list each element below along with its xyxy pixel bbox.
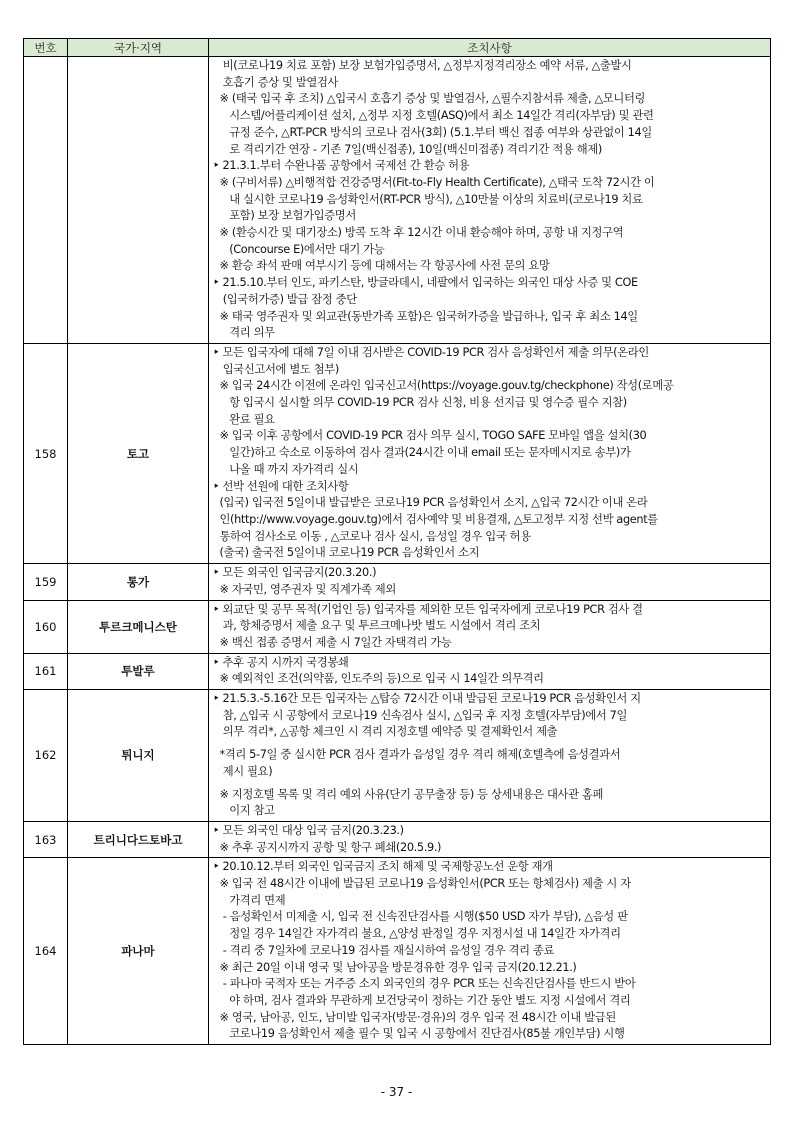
measure-line: ※ 예외적인 조건(의약품, 인도주의 등)으로 입국 시 14일간 의무격리 — [213, 672, 544, 686]
header-measures: 조치사항 — [209, 39, 771, 57]
row-measures — [209, 57, 771, 344]
measure-line: ※ 백신 접종 증명서 제출 시 7일간 자택격리 가능 — [213, 635, 452, 649]
row-measures — [209, 600, 771, 653]
row-number: 160 — [24, 600, 68, 653]
measure-line: 정일 경우 14일간 자가격리 불요, △양성 판정일 경우 지정시설 내 14일간 자가격리 — [213, 927, 621, 941]
measure-line: 규정 준수, △RT-PCR 방식의 코로나 검사(3회) (5.1.부터 백신 접종 여부와 상관없이 14일 — [213, 125, 652, 139]
measure-line: 나올 때 까지 자가격리 실시 — [213, 462, 359, 476]
measure-line: ‣ 20.10.12.부터 외국인 입국금지 조치 해제 및 국제항공노선 운항 재개 — [213, 860, 553, 874]
measure-line: 의무 격리*, △공항 체크인 시 격리 지정호텔 예약증 및 결제확인서 제출 — [213, 725, 558, 739]
measure-line: - 격리 중 7일차에 코로나19 검사를 재실시하여 음성일 경우 격리 종료 — [213, 943, 555, 957]
measure-line: ※ 최근 20일 이내 영국 및 남아공을 방문경유한 경우 입국 금지(20.12.21.) — [213, 960, 577, 974]
measure-line: ※ (태국 입국 후 조치) △입국시 호흡기 증상 및 발열검사, △필수지참서류 제출, △모니터링 — [213, 92, 646, 106]
row-measures — [209, 690, 771, 822]
row-number: 158 — [24, 343, 68, 563]
measure-line: ※ 입국 24시간 이전에 온라인 입국신고서(https://voyage.gouv.tg/checkphone) 작성(로메공 — [213, 379, 674, 393]
measure-line: ‣ 21.3.1.부터 수완나품 공항에서 국제선 간 환승 허용 — [213, 159, 470, 173]
row-country: 통가 — [68, 564, 209, 600]
row-country: 투르크메니스탄 — [68, 600, 209, 653]
measure-line: 제시 필요) — [213, 764, 273, 778]
measure-line: (Concourse E)에서만 대기 가능 — [213, 242, 385, 256]
row-country: 튀니지 — [68, 690, 209, 822]
row-number: 162 — [24, 690, 68, 822]
measure-line: (입국허가증) 발급 잠정 중단 — [213, 292, 357, 306]
measure-line: ‣ 모든 외국인 입국금지(20.3.20.) — [213, 566, 377, 580]
row-number: 161 — [24, 653, 68, 689]
row-country: 토고 — [68, 343, 209, 563]
table-row — [24, 57, 771, 344]
table-row — [24, 690, 771, 822]
measure-line: 포함) 보장 보험가입증명서 — [213, 209, 356, 223]
measure-line: 로 격리기간 연장 - 기존 7일(백신접종), 10일(백신미접종) 격리기간 적용 해제) — [213, 142, 602, 156]
row-measures — [209, 564, 771, 600]
measure-line: 일간)하고 숙소로 이동하여 검사 결과(24시간 이내 email 또는 문자메시지로 송부)가 — [213, 446, 631, 460]
measure-line: ‣ 21.5.3.-5.16간 모든 입국자는 △탑승 72시간 이내 발급된 코로나19 PCR 음성확인서 지 — [213, 692, 641, 706]
row-measures — [209, 821, 771, 857]
measure-line: ‣ 21.5.10.부터 인도, 파키스탄, 방글라데시, 네팔에서 입국하는 외국인 대상 사증 및 COE — [213, 276, 638, 290]
measure-line: ‣ 모든 외국인 대상 입국 금지(20.3.23.) — [213, 823, 404, 837]
row-measures — [209, 858, 771, 1045]
measure-line: 비(코로나19 치료 포함) 보장 보험가입증명서, △정부지정격리장소 예약 서류, △출발시 — [213, 59, 632, 72]
row-measures — [209, 653, 771, 689]
table-row — [24, 564, 771, 600]
table-row — [24, 858, 771, 1045]
measure-line: 이지 참고 — [213, 804, 275, 818]
row-country — [68, 57, 209, 344]
measure-line: ※ (환승시간 및 대기장소) 방콕 도착 후 12시간 이내 환승해야 하며, 공항 내 지정구역 — [213, 226, 624, 240]
measure-line: ※ 자국민, 영주권자 및 직계가족 제외 — [213, 582, 396, 596]
measure-line: ※ 추후 공지시까지 공항 및 항구 폐쇄(20.5.9.) — [213, 840, 442, 854]
measure-line: - 음성확인서 미제출 시, 입국 전 신속진단검사를 시행($50 USD 자가 부담), △음성 판 — [213, 910, 628, 924]
row-measures — [209, 343, 771, 563]
measure-line: ‣ 선박 선원에 대한 조치사항 — [213, 479, 349, 493]
measure-line: ※ (구비서류) △비행적합 건강증명서(Fit-to-Fly Health Certificate), △태국 도착 72시간 이 — [213, 175, 655, 189]
measure-line: ‣ 외교단 및 공무 목적(기업인 등) 입국자를 제외한 모든 입국자에게 코로나19 PCR 검사 결 — [213, 602, 643, 616]
table-row — [24, 343, 771, 563]
measure-line: 내 실시한 코로나19 음성확인서(RT-PCR 방식), △10만불 이상의 치료비(코로나19 치료 — [213, 192, 643, 206]
measure-line: 시스템/어플리케이션 설치, △정부 지정 호텔(ASQ)에서 최소 14일간 격리(자부담) 및 관련 — [213, 109, 654, 123]
row-number: 163 — [24, 821, 68, 857]
row-country: 트리니다드토바고 — [68, 821, 209, 857]
measure-line: ※ 영국, 남아공, 인도, 남미발 입국자(방문·경유)의 경우 입국 전 48시간 이내 발급된 — [213, 1010, 616, 1024]
header-country: 국가·지역 — [68, 39, 209, 57]
measure-line: 인(http://www.voyage.gouv.tg)에서 검사예약 및 비용결재, △토고정부 지정 선박 agent를 — [213, 512, 658, 526]
measure-line: ‣ 모든 입국자에 대해 7일 이내 검사받은 COVID-19 PCR 검사 음성확인서 제출 의무(온라인 — [213, 345, 649, 359]
table-row — [24, 600, 771, 653]
measure-line: 입국신고서에 별도 첨부) — [213, 362, 339, 376]
table-header-row — [24, 39, 771, 57]
measure-line: ‣ 추후 공지 시까지 국경봉쇄 — [213, 655, 349, 669]
measure-line: 호흡기 증상 및 발열검사 — [213, 75, 339, 89]
measure-line: 항 입국시 실시할 의무 COVID-19 PCR 검사 신청, 비용 선지급 및 영수증 필수 지참) — [213, 396, 627, 410]
table-row — [24, 821, 771, 857]
measure-line: 야 하며, 검사 결과와 무관하게 보건당국이 정하는 기간 동안 별도 지정 시설에서 격리 — [213, 993, 631, 1007]
measure-line: ※ 입국 전 48시간 이내에 발급된 코로나19 음성확인서(PCR 또는 항체검사) 제출 시 자 — [213, 877, 631, 891]
document-page — [23, 38, 770, 1045]
measure-line: (출국) 출국전 5일이내 코로나19 PCR 음성확인서 소지 — [213, 546, 480, 560]
measure-line: ※ 태국 영주권자 및 외교관(동반가족 포함)은 입국허가증을 발급하나, 입국 후 최소 14일 — [213, 309, 638, 323]
measure-line: 과, 항체증명서 제출 요구 및 투르크메나밧 별도 시설에서 격리 조치 — [213, 619, 541, 633]
table-body — [24, 57, 771, 1045]
row-country: 파나마 — [68, 858, 209, 1045]
measure-line: - 파나마 국적자 또는 거주증 소지 외국인의 경우 PCR 또는 신속진단검사를 반드시 받아 — [213, 977, 636, 991]
row-number: 164 — [24, 858, 68, 1045]
measure-line: *격리 5-7일 중 실시한 PCR 검사 결과가 음성일 경우 격리 해제(호텔측에 음성결과서 — [213, 748, 621, 762]
measures-table — [23, 38, 771, 1045]
measure-line: 격리 의무 — [213, 326, 275, 340]
measure-line: 참, △입국 시 공항에서 코로나19 신속검사 실시, △입국 후 지정 호텔(자부담)에서 7일 — [213, 708, 628, 722]
measure-line: ※ 지정호텔 목록 및 격리 예외 사유(단기 공무출장 등) 등 상세내용은 대사관 홈페 — [213, 787, 604, 801]
row-number: 159 — [24, 564, 68, 600]
page-number: - 37 - — [380, 1085, 413, 1099]
table-row — [24, 653, 771, 689]
row-country: 투발루 — [68, 653, 209, 689]
measure-line: 코로나19 음성확인서 제출 필수 및 입국 시 공항에서 진단검사(85불 개인부담) 시행 — [213, 1027, 625, 1041]
header-no: 번호 — [24, 39, 68, 57]
measure-line: ※ 입국 이후 공항에서 COVID-19 PCR 검사 의무 실시, TOGO SAFE 모바일 앱을 설치(30 — [213, 429, 647, 443]
measure-line: 통하여 검사소로 이동 , △코로나 검사 실시, 음성일 경우 입국 허용 — [213, 529, 531, 543]
measure-line: 완료 필요 — [213, 412, 275, 426]
measure-line: (입국) 입국전 5일이내 발급받은 코로나19 PCR 음성확인서 소지, △입국 72시간 이내 온라 — [213, 496, 648, 510]
row-number — [24, 57, 68, 344]
measure-line: ※ 환승 좌석 판매 여부시기 등에 대해서는 각 항공사에 사전 문의 요망 — [213, 259, 550, 273]
measure-line: 가격리 면제 — [213, 893, 286, 907]
